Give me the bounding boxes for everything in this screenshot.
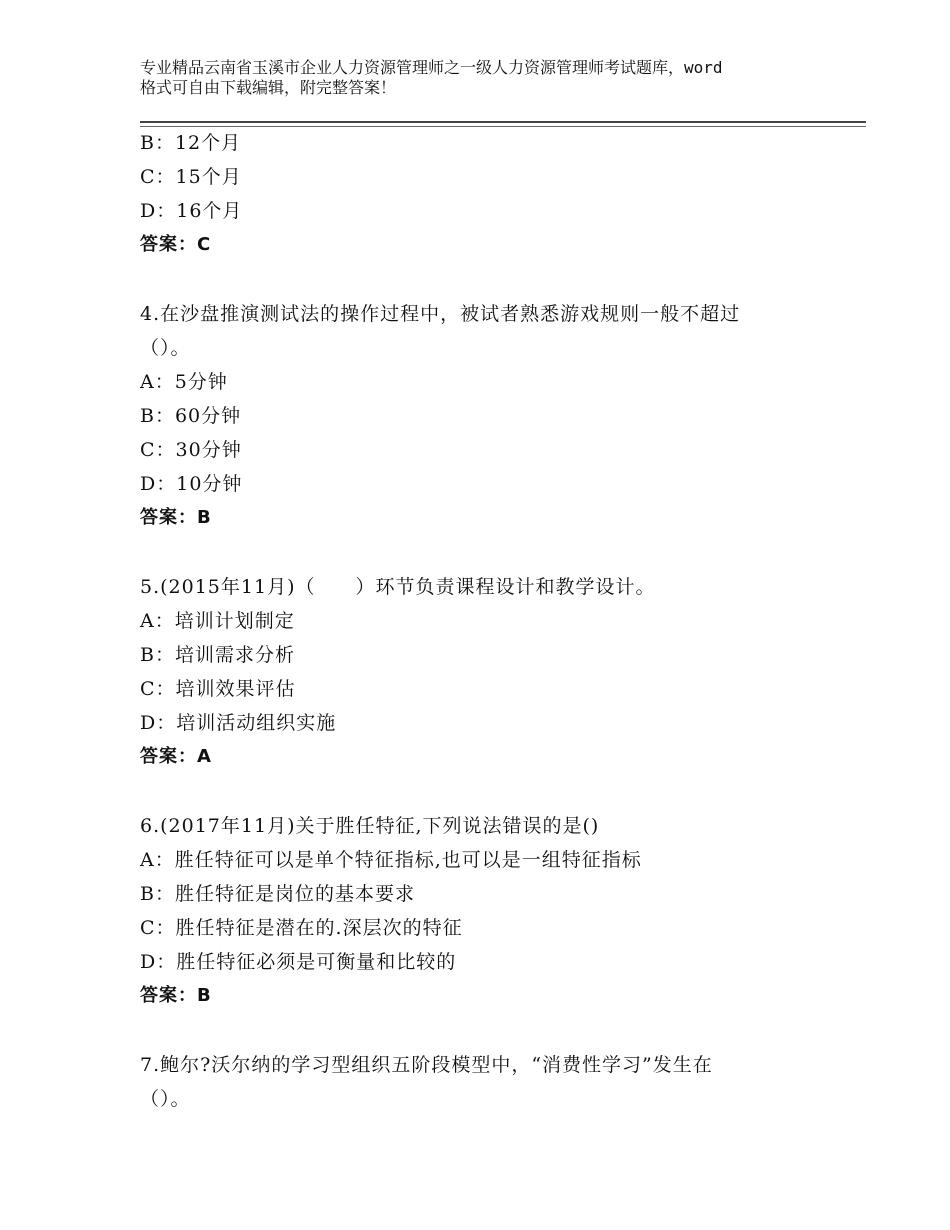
q6-option-c: C：胜任特征是潜在的.深层次的特征 <box>140 917 463 939</box>
q3-option-c: C：15个月 <box>140 166 242 188</box>
q6-option-d: D：胜任特征必须是可衡量和比较的 <box>140 951 457 973</box>
header-rule-thick <box>140 121 866 123</box>
q4-stem-line-2: （）。 <box>140 337 191 359</box>
q7-stem-line-1: 7.鲍尔?沃尔纳的学习型组织五阶段模型中，“消费性学习”发生在 <box>140 1054 713 1076</box>
q5-answer: 答案：A <box>140 746 212 767</box>
q7-stem-line-2: （）。 <box>140 1088 191 1110</box>
q5-option-b: B：培训需求分析 <box>140 644 295 666</box>
q4-answer: 答案：B <box>140 507 212 528</box>
q5-option-a: A：培训计划制定 <box>140 610 295 632</box>
q4-option-a: A：5分钟 <box>140 371 228 393</box>
q5-option-d: D：培训活动组织实施 <box>140 712 337 734</box>
header-title-line-2: 格式可自由下载编辑，附完整答案！ <box>140 78 397 97</box>
document-header <box>140 58 840 98</box>
q3-option-d: D：16个月 <box>140 200 243 222</box>
q4-option-c: C：30分钟 <box>140 439 242 461</box>
q4-option-b: B：60分钟 <box>140 405 242 427</box>
q6-option-b: B：胜任特征是岗位的基本要求 <box>140 883 415 905</box>
q5-option-c: C：培训效果评估 <box>140 678 296 700</box>
header-rule-thin <box>140 126 866 127</box>
header-title-line-1: 专业精品云南省玉溪市企业人力资源管理师之一级人力资源管理师考试题库，word <box>140 58 723 77</box>
q4-option-d: D：10分钟 <box>140 473 243 495</box>
q5-stem: 5.(2015年11月)（ ）环节负责课程设计和教学设计。 <box>140 576 656 598</box>
q6-stem: 6.(2017年11月)关于胜任特征,下列说法错误的是() <box>140 815 600 837</box>
q6-answer: 答案：B <box>140 985 212 1006</box>
q4-stem-line-1: 4.在沙盘推演测试法的操作过程中，被试者熟悉游戏规则一般不超过 <box>140 303 741 325</box>
q3-option-b: B：12个月 <box>140 132 242 154</box>
q6-option-a: A：胜任特征可以是单个特征指标,也可以是一组特征指标 <box>140 849 642 871</box>
q3-answer: 答案：C <box>140 234 212 255</box>
